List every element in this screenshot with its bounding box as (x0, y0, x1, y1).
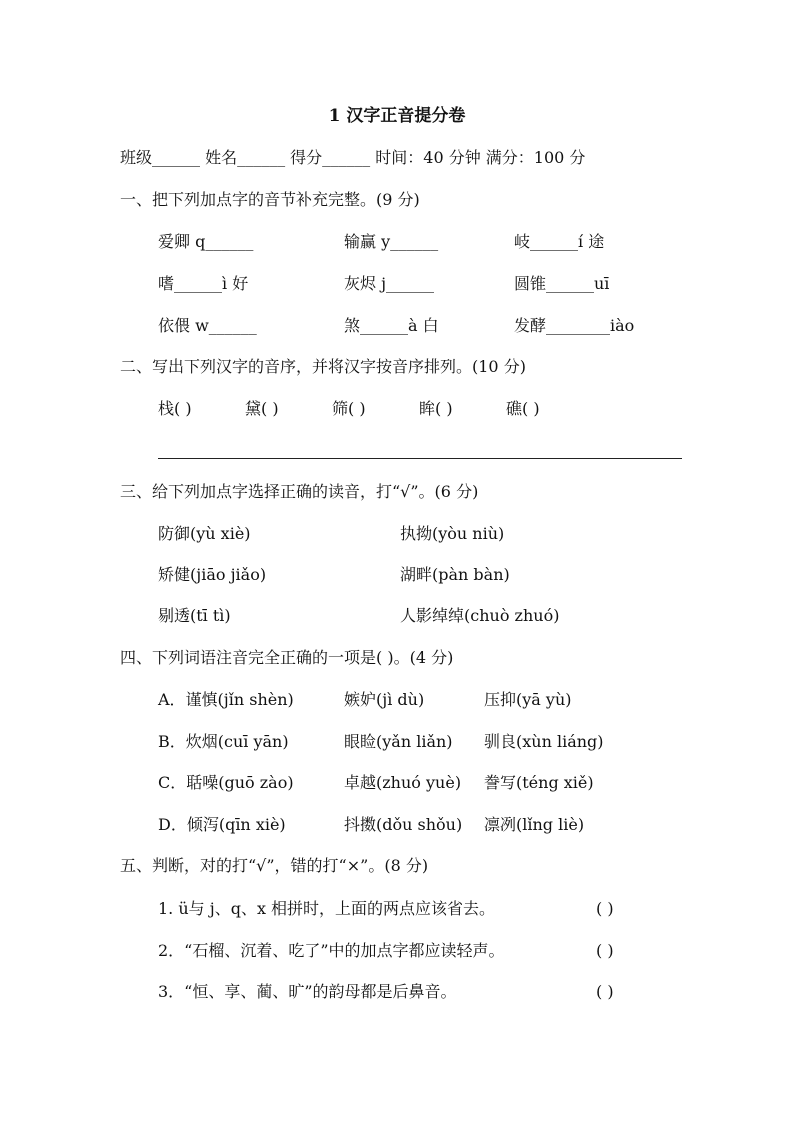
s5-statement: 1. ü与 j、q、x 相拼时，上面的两点应该省去。 (158, 899, 496, 918)
s5-answer-bracket: ( ) (596, 941, 614, 960)
s1-item: 输赢 y______ (344, 232, 439, 251)
s5-answer-bracket: ( ) (596, 982, 614, 1001)
answer-line (158, 458, 682, 459)
page-title: 1 汉字正音提分卷 (328, 106, 466, 126)
s4-option-b-word1: B．炊烟(cuī yān) (158, 732, 289, 751)
s2-item: 栈( ) (158, 399, 192, 418)
s4-option-a-word2: 嫉妒(jì dù) (344, 690, 425, 709)
header-info-line: 班级______ 姓名______ 得分______ 时间：40 分钟 满分：100 分 (120, 148, 586, 167)
section-1-heading: 一、把下列加点字的音节补充完整。(9 分) (120, 190, 420, 209)
s3-item: 防御(yù xiè) (158, 524, 251, 543)
s4-option-b-word2: 眼睑(yǎn liǎn) (344, 732, 453, 751)
s1-item: 嗜______ì 好 (158, 274, 249, 293)
s1-item: 发酵________iào (514, 316, 635, 335)
section-3-heading: 三、给下列加点字选择正确的读音，打“√”。(6 分) (120, 482, 479, 501)
s2-item: 筛( ) (332, 399, 366, 418)
s2-item: 礁( ) (506, 399, 540, 418)
s5-statement: 3．“恒、享、蔺、旷”的韵母都是后鼻音。 (158, 982, 457, 1001)
s4-option-c-word1: C．聒噪(guō zào) (158, 773, 294, 792)
s4-option-b-word3: 驯良(xùn liáng) (484, 732, 604, 751)
s3-item: 剔透(tī tì) (158, 606, 231, 625)
s2-item: 黛( ) (245, 399, 279, 418)
s1-item: 爱卿 q______ (158, 232, 254, 251)
s3-item: 矫健(jiāo jiǎo) (158, 565, 267, 584)
section-2-heading: 二、写出下列汉字的音序，并将汉字按音序排列。(10 分) (120, 357, 526, 376)
s1-item: 灰烬 j______ (344, 274, 435, 293)
s5-statement: 2．“石榴、沉着、吃了”中的加点字都应读轻声。 (158, 941, 505, 960)
s5-answer-bracket: ( ) (596, 899, 614, 918)
s4-option-d-word2: 抖擞(dǒu shǒu) (344, 815, 463, 834)
s3-item: 人影绰绰(chuò zhuó) (400, 606, 560, 625)
section-5-heading: 五、判断，对的打“√”，错的打“×”。(8 分) (120, 856, 429, 875)
section-4-heading: 四、下列词语注音完全正确的一项是( )。(4 分) (120, 648, 454, 667)
s4-option-a-word3: 压抑(yā yù) (484, 690, 572, 709)
s1-item: 煞______à 白 (344, 316, 439, 335)
s4-option-d-word3: 凛冽(lǐng liè) (484, 815, 585, 834)
s1-item: 圆锥______uī (514, 274, 610, 293)
s4-option-c-word2: 卓越(zhuó yuè) (344, 773, 462, 792)
s1-item: 依偎 w______ (158, 316, 257, 335)
s4-option-d-word1: D．倾泻(qīn xiè) (158, 815, 286, 834)
s2-item: 眸( ) (419, 399, 453, 418)
s3-item: 湖畔(pàn bàn) (400, 565, 510, 584)
s3-item: 执拗(yòu niù) (400, 524, 505, 543)
s1-item: 岐______í 途 (514, 232, 605, 251)
s4-option-a-word1: A．谨慎(jǐn shèn) (158, 690, 294, 709)
s4-option-c-word3: 誊写(téng xiě) (484, 773, 594, 792)
